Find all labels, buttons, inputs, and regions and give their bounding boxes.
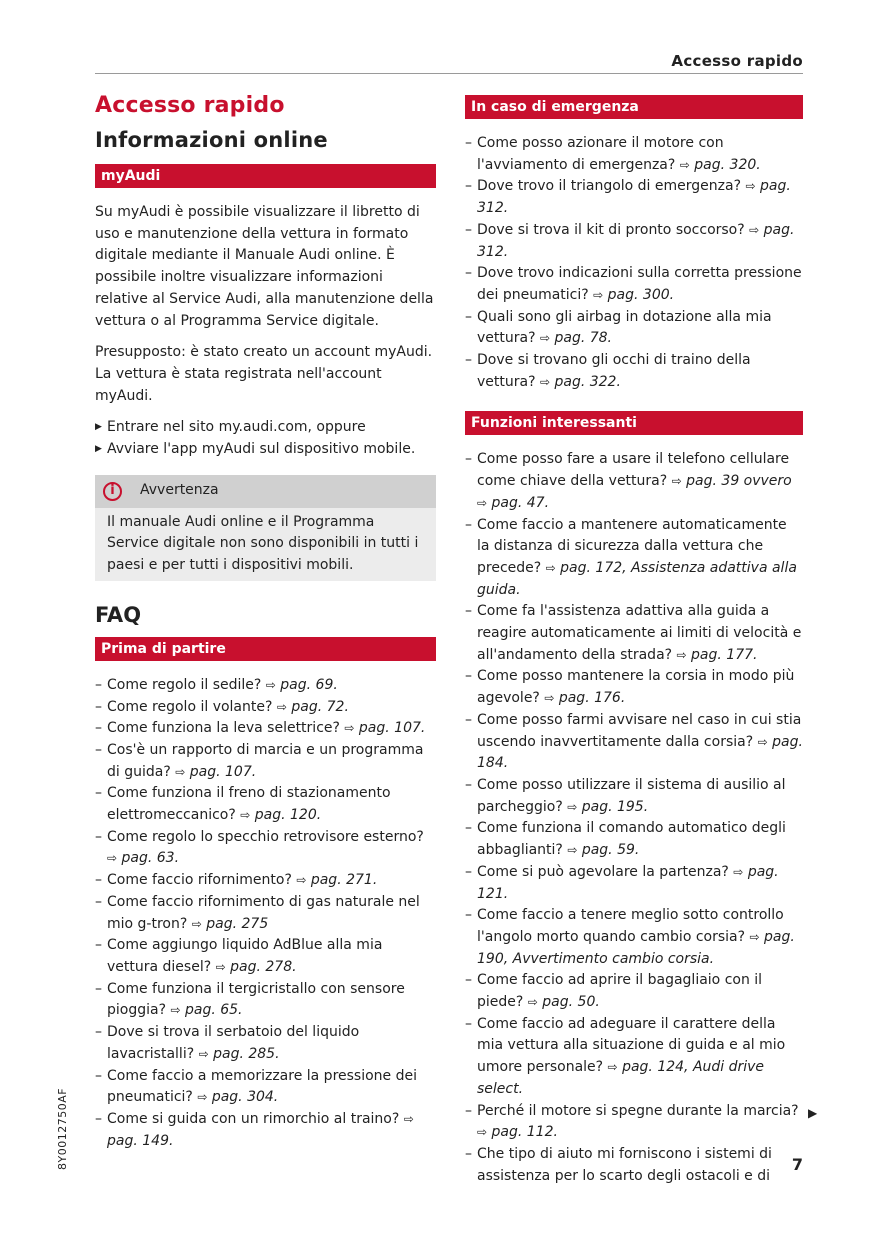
dash-bullet: – bbox=[465, 178, 472, 195]
page-ref-arrow-icon: ⇨ bbox=[240, 808, 251, 823]
faq-question: Come posso azionare il motore con l'avviamento di emergenza? bbox=[477, 135, 724, 173]
page-reference[interactable]: pag. 121. bbox=[477, 863, 779, 902]
page-ref-arrow-icon: ⇨ bbox=[197, 1090, 208, 1105]
page-ref-arrow-icon: ⇨ bbox=[198, 1046, 209, 1061]
faq-item bbox=[465, 220, 803, 263]
faq-item bbox=[465, 1014, 803, 1101]
faq-question: Come posso farmi avvisare nel caso in cui stia uscendo inavvertitamente dalla corsia? bbox=[477, 711, 802, 750]
triangle-bullet-icon: ▶ bbox=[95, 444, 102, 455]
continue-arrow-icon: ▶ bbox=[808, 1106, 818, 1120]
dash-bullet: – bbox=[465, 863, 472, 880]
page-ref-arrow-icon: ⇨ bbox=[545, 560, 556, 575]
faq-item bbox=[95, 870, 436, 892]
page-reference[interactable]: pag. 107. bbox=[358, 720, 426, 737]
page-ref-arrow-icon: ⇨ bbox=[607, 1060, 618, 1075]
dash-bullet: – bbox=[465, 776, 472, 793]
faq-item bbox=[465, 710, 803, 775]
header-rule bbox=[95, 73, 803, 74]
faq-item bbox=[465, 133, 803, 176]
dash-bullet: – bbox=[95, 676, 102, 693]
myaudi-step: ▶ Avviare l'app myAudi sul dispositivo mobile. bbox=[95, 439, 436, 461]
faq-question: Come funziona il freno di stazionamento elettromeccanico? bbox=[107, 785, 391, 824]
page-ref-arrow-icon: ⇨ bbox=[539, 374, 551, 389]
page-ref-arrow-icon: ⇨ bbox=[215, 959, 226, 974]
page-reference[interactable]: pag. 50. bbox=[542, 994, 600, 1011]
faq-question: Come funziona la leva selettrice? bbox=[107, 720, 340, 737]
faq-item bbox=[95, 892, 436, 935]
faq-question: Cos'è un rapporto di marcia e un programma di guida? bbox=[107, 741, 424, 780]
page-reference[interactable]: pag. 275 bbox=[206, 915, 269, 932]
faq-question: Come posso fare a usare il telefono cellulare come chiave della vettura? bbox=[477, 451, 790, 490]
page-ref-arrow-icon: ⇨ bbox=[567, 799, 578, 814]
page-reference[interactable]: pag. 107. bbox=[189, 763, 257, 780]
info-icon: i bbox=[103, 482, 122, 501]
faq-question: Come aggiungo liquido AdBlue alla mia vettura diesel? bbox=[107, 937, 383, 975]
faq-item bbox=[465, 905, 803, 970]
faq-item bbox=[465, 307, 803, 350]
myaudi-paragraph-1: Su myAudi è possibile visualizzare il libretto di uso e manutenzione della vettura in formato digitale mediante il Manuale Audi online. È possibile inoltre visualizzare informazioni relative al Service Audi, alla manutenzione della vettura o al Programma Service digitale. bbox=[95, 204, 434, 329]
faq-question: Come faccio rifornimento? bbox=[107, 872, 292, 889]
dash-bullet: – bbox=[95, 1110, 102, 1127]
page-ref-arrow-icon: ⇨ bbox=[170, 1003, 181, 1018]
dash-bullet: – bbox=[465, 451, 472, 468]
page-reference[interactable]: pag. 285. bbox=[213, 1045, 280, 1062]
faq-list-funzioni bbox=[465, 449, 803, 1187]
page-ref-arrow-icon: ⇨ bbox=[749, 222, 760, 237]
dash-bullet: – bbox=[95, 872, 102, 889]
dash-bullet: – bbox=[465, 972, 472, 989]
page-reference[interactable]: pag. 300. bbox=[607, 286, 675, 303]
faq-item bbox=[465, 1144, 803, 1187]
myaudi-steps bbox=[95, 417, 436, 460]
page-reference[interactable]: pag. 120. bbox=[254, 807, 322, 824]
faq-item bbox=[95, 935, 436, 978]
faq-list-emergenza bbox=[465, 133, 803, 393]
faq-item bbox=[95, 979, 436, 1022]
dash-bullet: – bbox=[465, 1015, 472, 1032]
dash-bullet: – bbox=[465, 516, 472, 533]
page-ref-arrow-icon: ⇨ bbox=[403, 1111, 414, 1126]
faq-question: Come regolo il sedile? bbox=[107, 676, 262, 693]
dash-bullet: – bbox=[465, 265, 472, 282]
note-body: Il manuale Audi online e il Programma Service digitale non sono disponibili in tutti i paesi e per tutti i dispositivi mobili. bbox=[107, 513, 419, 574]
page-reference[interactable]: pag. 322. bbox=[554, 373, 621, 390]
faq-item bbox=[95, 675, 436, 697]
page-reference[interactable]: pag. 195. bbox=[581, 798, 649, 815]
dash-bullet: – bbox=[95, 720, 102, 737]
document-code: 8Y0012750AF bbox=[56, 1087, 69, 1170]
dash-bullet: – bbox=[95, 893, 102, 910]
note-title: Avvertenza bbox=[140, 482, 219, 499]
section-prima-heading: Prima di partire bbox=[95, 637, 436, 661]
faq-item bbox=[95, 1109, 436, 1152]
dash-bullet: – bbox=[95, 980, 102, 997]
page-ref-arrow-icon: ⇨ bbox=[745, 179, 756, 194]
page-reference[interactable]: pag. 190, Avvertimento cambio corsia. bbox=[477, 928, 795, 967]
faq-question: Dove si trova il serbatoio del liquido lavacristalli? bbox=[107, 1024, 360, 1062]
faq-item bbox=[465, 970, 803, 1013]
faq-item bbox=[465, 1101, 803, 1144]
page-ref-arrow-icon: ⇨ bbox=[544, 691, 555, 706]
page-reference[interactable]: pag. 149. bbox=[107, 1132, 174, 1149]
dash-bullet: – bbox=[95, 785, 102, 802]
page-reference[interactable]: pag. 271. bbox=[310, 872, 378, 889]
page-reference[interactable]: pag. 278. bbox=[230, 958, 297, 975]
dash-bullet: – bbox=[465, 308, 472, 325]
faq-item bbox=[465, 666, 803, 709]
dash-bullet: – bbox=[95, 937, 102, 954]
page-ref-arrow-icon: ⇨ bbox=[107, 851, 118, 866]
page-reference[interactable]: pag. 72. bbox=[291, 698, 349, 715]
faq-item bbox=[95, 1066, 436, 1109]
faq-question: Come regolo lo specchio retrovisore esterno? bbox=[107, 828, 424, 845]
page-ref-arrow-icon: ⇨ bbox=[733, 864, 744, 879]
faq-list-prima bbox=[95, 675, 436, 1152]
page-reference[interactable]: pag. 176. bbox=[558, 690, 626, 707]
faq-question: Dove si trovano gli occhi di traino della vettura? bbox=[477, 352, 751, 390]
faq-item bbox=[95, 740, 436, 783]
faq-question: Come faccio ad aprire il bagagliaio con il piede? bbox=[477, 972, 763, 1011]
page-reference[interactable]: pag. 177. bbox=[691, 646, 758, 663]
page-ref-arrow-icon: ⇨ bbox=[527, 995, 538, 1010]
faq-item bbox=[465, 862, 803, 905]
faq-question: Perché il motore si spegne durante la marcia? bbox=[477, 1102, 799, 1119]
dash-bullet: – bbox=[95, 741, 102, 758]
page-reference[interactable]: pag. 320. bbox=[694, 156, 761, 173]
faq-question: Dove trovo il triangolo di emergenza? bbox=[477, 178, 742, 195]
faq-question: Come funziona il tergicristallo con sensore pioggia? bbox=[107, 980, 405, 1019]
page-reference[interactable]: pag. 69. bbox=[280, 676, 338, 693]
page-ref-arrow-icon: ⇨ bbox=[679, 157, 690, 172]
dash-bullet: – bbox=[95, 1067, 102, 1084]
dash-bullet: – bbox=[465, 1145, 472, 1162]
page-reference[interactable]: pag. 65. bbox=[184, 1002, 243, 1019]
faq-item bbox=[95, 697, 436, 719]
faq-question: Come si può agevolare la partenza? bbox=[477, 863, 729, 880]
faq-question: Come faccio ad adeguare il carattere della mia vettura alla situazione di guida e al mio umore personale? bbox=[477, 1015, 786, 1076]
dash-bullet: – bbox=[95, 828, 102, 845]
page-ref-arrow-icon: ⇨ bbox=[477, 1125, 488, 1140]
dash-bullet: – bbox=[465, 820, 472, 837]
sub-title: Informazioni online bbox=[95, 128, 328, 152]
dash-bullet: – bbox=[465, 603, 472, 620]
page-ref-arrow-icon: ⇨ bbox=[276, 699, 287, 714]
faq-question: Come faccio a memorizzare la pressione dei pneumatici? bbox=[107, 1067, 418, 1106]
dash-bullet: – bbox=[465, 135, 472, 151]
faq-item bbox=[465, 449, 803, 514]
faq-item bbox=[95, 1022, 436, 1065]
faq-title: FAQ bbox=[95, 602, 142, 627]
page-reference[interactable]: pag. 59. bbox=[581, 842, 640, 859]
section-funzioni-heading: Funzioni interessanti bbox=[465, 411, 803, 435]
dash-bullet: – bbox=[465, 907, 472, 924]
faq-item bbox=[465, 601, 803, 666]
faq-item bbox=[95, 827, 436, 870]
dash-bullet: – bbox=[465, 668, 472, 685]
main-title: Accesso rapido bbox=[95, 93, 285, 118]
page-ref-arrow-icon: ⇨ bbox=[567, 843, 578, 858]
page-reference[interactable]: pag. 124, Audi drive select. bbox=[477, 1059, 765, 1097]
page-ref-arrow-icon: ⇨ bbox=[477, 495, 488, 510]
faq-question: Come faccio a tenere meglio sotto controllo l'angolo morto quando cambio corsia? bbox=[477, 907, 784, 945]
right-column bbox=[465, 95, 803, 1187]
note-box bbox=[95, 475, 436, 581]
faq-item bbox=[465, 176, 803, 219]
page-reference[interactable]: pag. 112. bbox=[491, 1124, 558, 1141]
faq-question: Come faccio rifornimento di gas naturale nel mio g-tron? bbox=[107, 893, 420, 932]
faq-question: Come si guida con un rimorchio al traino? bbox=[107, 1110, 400, 1127]
faq-question: Quali sono gli airbag in dotazione alla mia vettura? bbox=[477, 308, 772, 347]
page-reference[interactable]: pag. 172, Assistenza adattiva alla guida. bbox=[477, 559, 797, 598]
page-ref-arrow-icon: ⇨ bbox=[265, 677, 276, 692]
dash-bullet: – bbox=[95, 698, 102, 715]
faq-item bbox=[95, 783, 436, 826]
page-ref-arrow-icon: ⇨ bbox=[757, 734, 768, 749]
dash-bullet: – bbox=[465, 352, 472, 369]
dash-bullet: – bbox=[465, 221, 472, 238]
page-number: 7 bbox=[791, 1155, 803, 1174]
page-ref-arrow-icon: ⇨ bbox=[539, 331, 551, 346]
page-ref-arrow-icon: ⇨ bbox=[296, 873, 307, 888]
faq-item bbox=[465, 263, 803, 306]
page-reference[interactable]: pag. 312. bbox=[477, 221, 795, 260]
faq-question: Dove trovo indicazioni sulla corretta pressione dei pneumatici? bbox=[477, 265, 802, 303]
faq-item bbox=[465, 350, 803, 393]
faq-question: Che tipo di aiuto mi forniscono i sistemi di assistenza per lo scarto degli ostacoli e di bbox=[477, 1145, 772, 1184]
page-ref-arrow-icon: ⇨ bbox=[175, 764, 186, 779]
left-column bbox=[95, 92, 436, 1152]
running-head: Accesso rapido bbox=[671, 52, 803, 70]
page-reference[interactable]: pag. 184. bbox=[477, 733, 803, 772]
triangle-bullet-icon: ▶ bbox=[95, 422, 102, 433]
myaudi-step: ▶ Entrare nel sito my.audi.com, oppure bbox=[95, 417, 436, 439]
page-reference[interactable]: pag. 78. bbox=[554, 330, 613, 347]
dash-bullet: – bbox=[465, 1102, 472, 1119]
dash-bullet: – bbox=[465, 711, 472, 728]
faq-item bbox=[465, 515, 803, 602]
faq-question: Come regolo il volante? bbox=[107, 698, 273, 715]
faq-question: Come fa l'assistenza adattiva alla guida a reagire automaticamente ai limiti di velocità e all'andamento della strada? bbox=[477, 603, 802, 663]
faq-question: Come posso mantenere la corsia in modo più agevole? bbox=[477, 668, 795, 707]
page-reference[interactable]: pag. 47. bbox=[491, 494, 550, 511]
page-ref-arrow-icon: ⇨ bbox=[676, 647, 687, 662]
faq-item bbox=[465, 818, 803, 861]
faq-question: Dove si trova il kit di pronto soccorso? bbox=[477, 221, 745, 238]
myaudi-paragraph-2: Presupposto: è stato creato un account myAudi. La vettura è stata registrata nell'account myAudi. bbox=[95, 344, 433, 404]
note-header bbox=[95, 475, 436, 508]
page-ref-arrow-icon: ⇨ bbox=[671, 474, 682, 489]
page-ref-arrow-icon: ⇨ bbox=[593, 287, 604, 302]
page-ref-arrow-icon: ⇨ bbox=[344, 721, 355, 736]
faq-question: Come faccio a mantenere automaticamente la distanza di sicurezza dalla vettura che precede? bbox=[477, 516, 787, 576]
faq-question: Come posso utilizzare il sistema di ausilio al parcheggio? bbox=[477, 776, 786, 815]
faq-question: Come funziona il comando automatico degli abbaglianti? bbox=[477, 820, 786, 859]
faq-item bbox=[465, 775, 803, 818]
page-ref-arrow-icon: ⇨ bbox=[749, 929, 760, 944]
page-reference[interactable]: pag. 63. bbox=[121, 850, 180, 867]
dash-bullet: – bbox=[95, 1024, 102, 1041]
section-emergenza-heading: In caso di emergenza bbox=[465, 95, 803, 119]
page-ref-arrow-icon: ⇨ bbox=[191, 916, 202, 931]
section-myaudi-heading: myAudi bbox=[95, 164, 436, 188]
faq-item bbox=[95, 718, 436, 740]
page-reference[interactable]: pag. 312. bbox=[477, 178, 791, 217]
page-reference[interactable]: pag. 39 ovvero bbox=[686, 473, 792, 490]
page-reference[interactable]: pag. 304. bbox=[211, 1089, 279, 1106]
